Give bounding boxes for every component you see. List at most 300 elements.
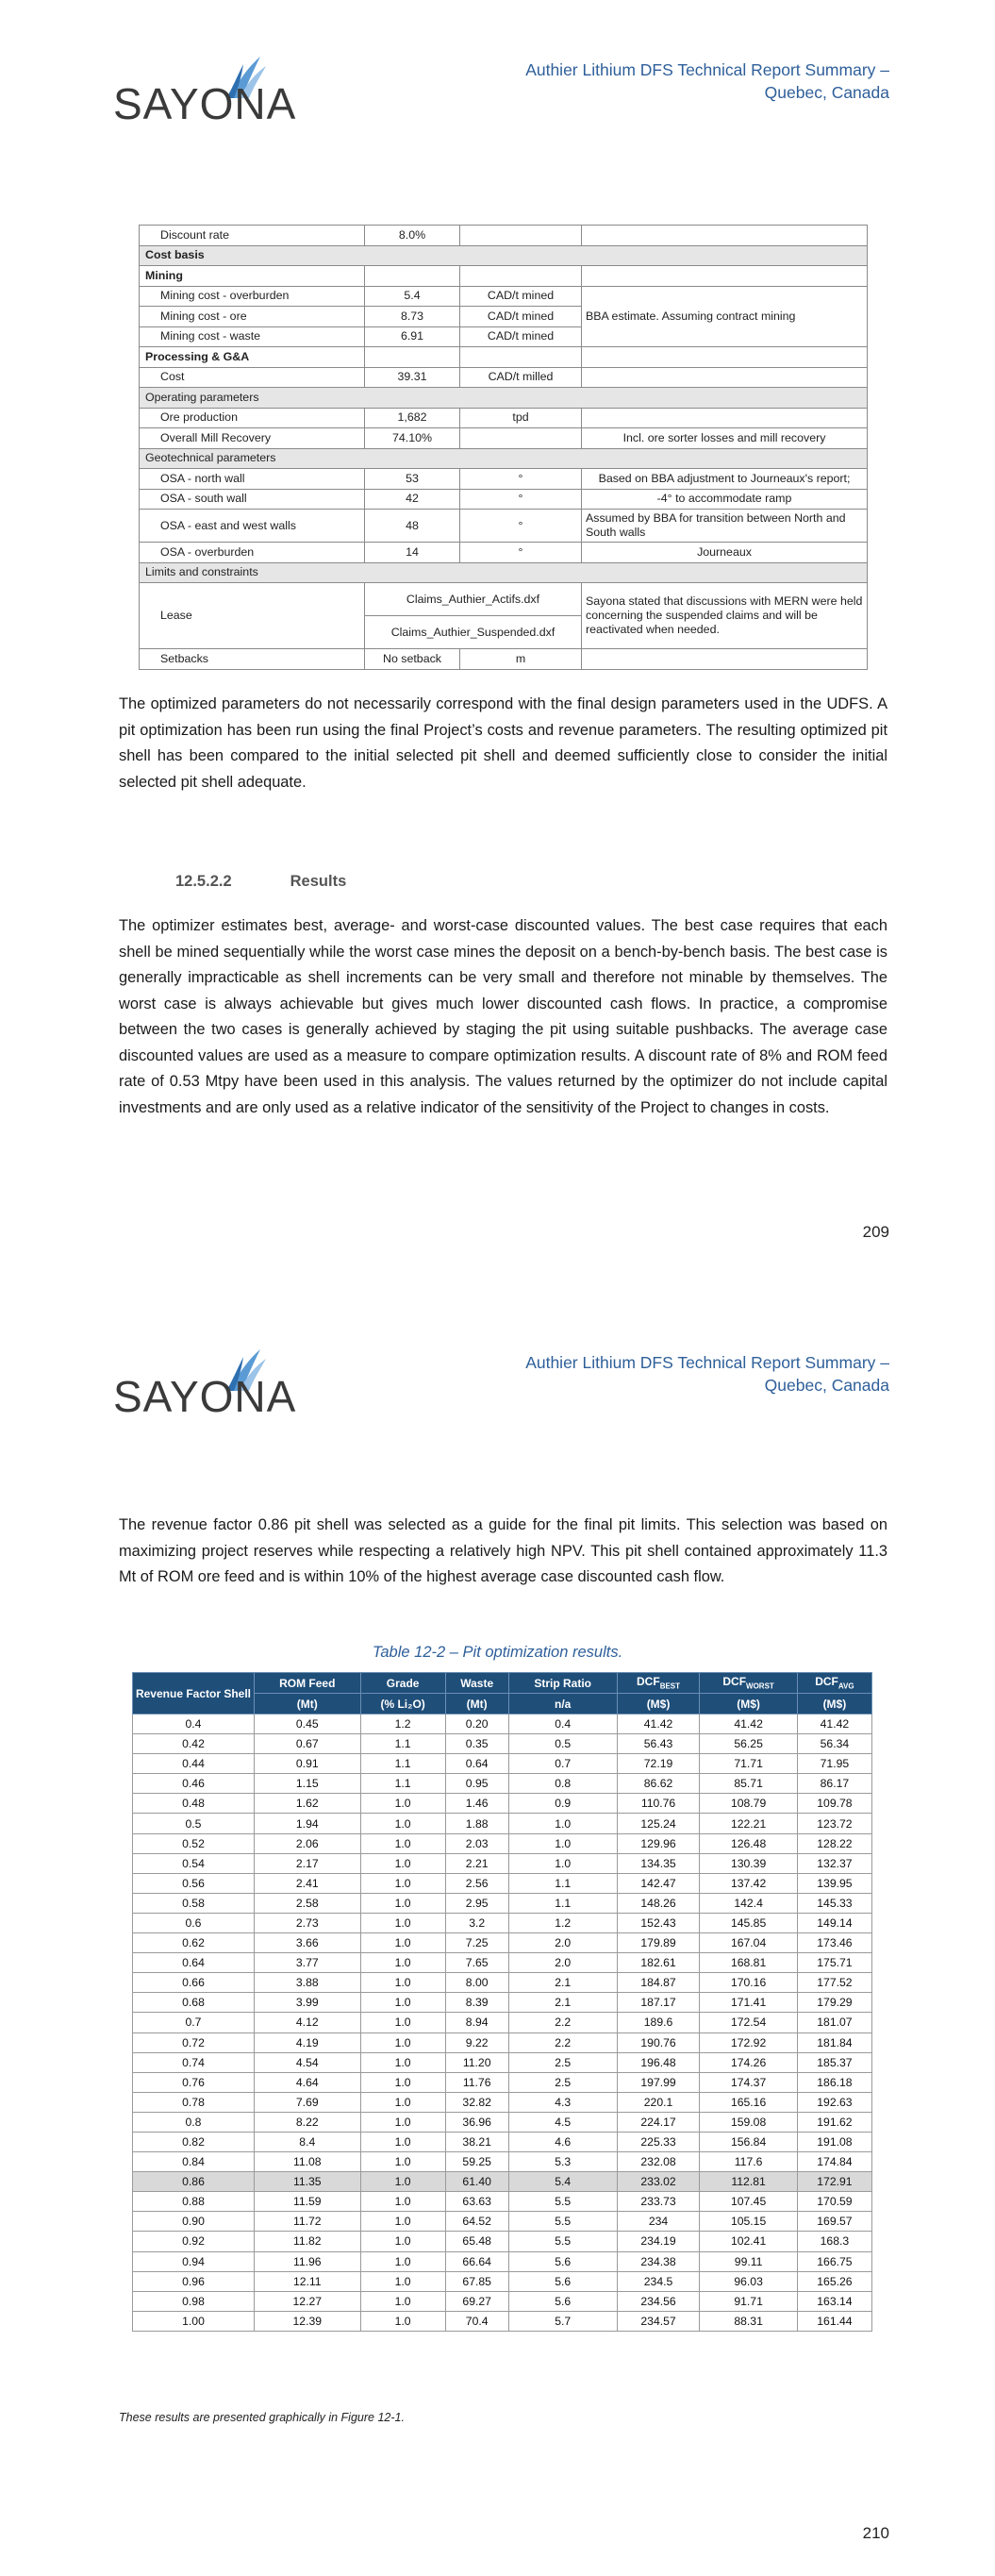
page-number: 210 <box>862 2524 889 2542</box>
table-cell: 184.87 <box>617 1973 700 1993</box>
table-row <box>133 1814 872 1833</box>
table-header-row <box>133 1673 872 1694</box>
table-cell: 134.35 <box>617 1853 700 1873</box>
table-cell: 56.25 <box>700 1734 797 1754</box>
table-cell: 1.0 <box>360 1794 445 1814</box>
table-cell: 0.4 <box>133 1715 255 1734</box>
header-title-line1: Authier Lithium DFS Technical Report Summary – <box>525 60 889 79</box>
table-cell: 1.0 <box>360 2092 445 2112</box>
table-cell: 1.0 <box>360 2251 445 2271</box>
table-row <box>133 1873 872 1893</box>
table-cell: 2.0 <box>508 1953 617 1973</box>
table-row <box>133 2013 872 2032</box>
table-cell: 108.79 <box>700 1794 797 1814</box>
table-row: Discount rate 8.0% <box>140 226 868 246</box>
table-cell: 190.76 <box>617 2032 700 2052</box>
paragraph-optimizer-results: The optimizer estimates best, average- and worst-case discounted values. The best case requires that each shell be mined sequentially while the worst case mines the deposit on a bench-by-bench basis. The best case is generally impracticable as shell increments can be very small and therefore not minable by themselves. The worst case is always achievable but gives much lower discounted cash flows. In practice, a compromise between the two cases is generally achieved by staging the pit using suitable pushbacks. The average case discounted values are used as a measure to compare optimization results. A discount rate of 8% and ROM feed rate of 0.53 Mtpy have been used in this analysis. The values returned by the optimizer do not include capital investments and are only used as a relative indicator of the sensitivity of the Project to changes in costs. <box>119 917 887 1116</box>
table-cell: 2.2 <box>508 2013 617 2032</box>
table-cell: 0.92 <box>133 2232 255 2251</box>
table-cell: 137.42 <box>700 1873 797 1893</box>
table-cell: 3.2 <box>445 1913 508 1932</box>
table-cell: 0.7 <box>508 1754 617 1774</box>
table-row: OSA - east and west walls 48 ° Assumed by BBA for transition between North and South walls <box>140 510 868 543</box>
table-cell: 9.22 <box>445 2032 508 2052</box>
table-cell: 1.0 <box>360 1814 445 1833</box>
table-cell: 0.76 <box>133 2072 255 2092</box>
table-cell: 86.62 <box>617 1774 700 1794</box>
header-title-line2: Quebec, Canada <box>764 83 889 102</box>
table-cell: 2.5 <box>508 2052 617 2072</box>
table-cell: 168.3 <box>797 2232 871 2251</box>
table-cell: 109.78 <box>797 1794 871 1814</box>
table-cell: 225.33 <box>617 2132 700 2151</box>
table-cell: 69.27 <box>445 2291 508 2311</box>
table-cell: 0.9 <box>508 1794 617 1814</box>
table-row <box>133 2212 872 2232</box>
table-cell: 85.71 <box>700 1774 797 1794</box>
table-cell: 96.03 <box>700 2271 797 2291</box>
column-header-dcf-worst: $DCF_{WORST}$ <box>700 1673 797 1694</box>
table-cell: 3.88 <box>255 1973 361 1993</box>
table-cell: 0.45 <box>255 1715 361 1734</box>
column-header-rom: ROM Feed <box>255 1673 361 1694</box>
table-cell: 132.37 <box>797 1853 871 1873</box>
table-cell: 86.17 <box>797 1774 871 1794</box>
table-row: Overall Mill Recovery 74.10% Incl. ore sorter losses and mill recovery <box>140 428 868 449</box>
table-row <box>133 1973 872 1993</box>
table-cell: 2.1 <box>508 1993 617 2013</box>
table-cell: 1.0 <box>360 2172 445 2192</box>
table-cell: 3.66 <box>255 1933 361 1953</box>
table-cell: 175.71 <box>797 1953 871 1973</box>
table-cell: 191.08 <box>797 2132 871 2151</box>
table-cell: 2.21 <box>445 1853 508 1873</box>
table-cell: 11.59 <box>255 2192 361 2212</box>
table-cell: 165.26 <box>797 2271 871 2291</box>
table-cell: 0.8 <box>508 1774 617 1794</box>
table-row <box>133 2112 872 2132</box>
table-cell: 0.6 <box>133 1913 255 1932</box>
table-row: Setbacks No setback m <box>140 649 868 670</box>
table-cell: 0.84 <box>133 2152 255 2172</box>
table-row <box>133 2092 872 2112</box>
table-cell: 0.95 <box>445 1774 508 1794</box>
table-row <box>133 2132 872 2151</box>
report-header-title <box>525 1351 889 1397</box>
table-cell: 8.94 <box>445 2013 508 2032</box>
table-cell: 1.0 <box>360 1953 445 1973</box>
table-cell: 8.00 <box>445 1973 508 1993</box>
table-row <box>133 2052 872 2072</box>
table-cell: 179.29 <box>797 1993 871 2013</box>
table-cell: 4.5 <box>508 2112 617 2132</box>
table-cell: 1.0 <box>360 2152 445 2172</box>
table-cell: 1.94 <box>255 1814 361 1833</box>
section-heading-results <box>175 873 346 891</box>
table-cell: 1.0 <box>360 2192 445 2212</box>
table-cell: 110.76 <box>617 1794 700 1814</box>
table-group-row: Processing & G&A <box>140 347 868 368</box>
table-cell: 1.2 <box>508 1913 617 1932</box>
table-cell: 1.0 <box>508 1833 617 1853</box>
table-cell: 11.20 <box>445 2052 508 2072</box>
table-cell: 0.72 <box>133 2032 255 2052</box>
section-title: Results <box>290 873 347 890</box>
results-table-body <box>133 1715 872 2332</box>
table-cell: 148.26 <box>617 1893 700 1913</box>
table-cell: 1.0 <box>360 1873 445 1893</box>
sayona-logo <box>113 1347 297 1421</box>
table-cell: 7.65 <box>445 1953 508 1973</box>
table-cell: 56.43 <box>617 1734 700 1754</box>
table-row: Lease Claims_Authier_Actifs.dxf Sayona stated that discussions with MERN were held concerning the suspended claims and will be reactivated when needed. <box>140 583 868 616</box>
table-cell: 182.61 <box>617 1953 700 1973</box>
table-cell: 71.71 <box>700 1754 797 1774</box>
table-cell: 11.08 <box>255 2152 361 2172</box>
table-row: Ore production 1,682 tpd <box>140 408 868 428</box>
table-cell: 174.26 <box>700 2052 797 2072</box>
table-cell: 2.17 <box>255 1853 361 1873</box>
table-cell: 0.46 <box>133 1774 255 1794</box>
table-cell: 2.95 <box>445 1893 508 1913</box>
table-cell: 233.73 <box>617 2192 700 2212</box>
table-row <box>133 1715 872 1734</box>
table-group-row: Operating parameters <box>140 388 868 409</box>
table-cell: 1.0 <box>360 2032 445 2052</box>
table-cell: 12.11 <box>255 2271 361 2291</box>
table-note: These results are presented graphically in Figure 12-1. <box>119 2411 405 2424</box>
table-cell: 139.95 <box>797 1873 871 1893</box>
table-row <box>133 1853 872 1873</box>
table-cell: 234.38 <box>617 2251 700 2271</box>
table-cell: 1.0 <box>360 1853 445 1873</box>
table-cell: 99.11 <box>700 2251 797 2271</box>
table-cell: 41.42 <box>617 1715 700 1734</box>
table-row <box>133 1993 872 2013</box>
table-cell: 1.0 <box>360 1893 445 1913</box>
table-cell: 122.21 <box>700 1814 797 1833</box>
table-cell: 0.5 <box>508 1734 617 1754</box>
table-cell: 4.54 <box>255 2052 361 2072</box>
table-cell: 126.48 <box>700 1833 797 1853</box>
table-row <box>133 2291 872 2311</box>
table-cell: 1.1 <box>360 1754 445 1774</box>
table-row <box>133 1953 872 1973</box>
table-cell: 0.7 <box>133 2013 255 2032</box>
table-cell: 0.52 <box>133 1833 255 1853</box>
table-row <box>133 2192 872 2212</box>
table-cell: 41.42 <box>797 1715 871 1734</box>
table-cell: 220.1 <box>617 2092 700 2112</box>
table-cell: 1.1 <box>508 1873 617 1893</box>
table-row <box>133 1833 872 1853</box>
table-cell: 197.99 <box>617 2072 700 2092</box>
table-cell: 1.2 <box>360 1715 445 1734</box>
table-cell: 142.47 <box>617 1873 700 1893</box>
table-cell: 1.0 <box>360 2291 445 2311</box>
table-cell: 0.78 <box>133 2092 255 2112</box>
table-row <box>133 2311 872 2331</box>
table-cell: 11.35 <box>255 2172 361 2192</box>
table-cell: 0.56 <box>133 1873 255 1893</box>
table-cell: 152.43 <box>617 1913 700 1932</box>
table-cell: 2.03 <box>445 1833 508 1853</box>
logo-text: SAYONA <box>113 79 297 128</box>
table-cell: 189.6 <box>617 2013 700 2032</box>
table-cell: 38.21 <box>445 2132 508 2151</box>
table-cell: 165.16 <box>700 2092 797 2112</box>
table-cell: 0.64 <box>133 1953 255 1973</box>
table-cell: 156.84 <box>700 2132 797 2151</box>
section-number: 12.5.2.2 <box>175 873 232 890</box>
table-cell: 5.7 <box>508 2311 617 2331</box>
table-cell: 0.58 <box>133 1893 255 1913</box>
table-cell: 0.88 <box>133 2192 255 2212</box>
table-cell: 1.0 <box>360 1833 445 1853</box>
table-cell: 0.82 <box>133 2132 255 2151</box>
table-row: OSA - south wall 42 ° -4° to accommodate ramp <box>140 489 868 510</box>
table-cell: 0.67 <box>255 1734 361 1754</box>
table-cell: 234.5 <box>617 2271 700 2291</box>
table-cell: 191.62 <box>797 2112 871 2132</box>
table-cell: 161.44 <box>797 2311 871 2331</box>
table-row <box>133 1734 872 1754</box>
table-cell: 2.5 <box>508 2072 617 2092</box>
table-cell: 234.19 <box>617 2232 700 2251</box>
table-cell: 163.14 <box>797 2291 871 2311</box>
table-row: Cost 39.31 CAD/t milled <box>140 367 868 388</box>
table-cell: 0.90 <box>133 2212 255 2232</box>
table-cell: 159.08 <box>700 2112 797 2132</box>
page-number: 209 <box>862 1223 889 1241</box>
table-cell: 8.22 <box>255 2112 361 2132</box>
table-cell: 59.25 <box>445 2152 508 2172</box>
table-cell: 1.0 <box>360 1973 445 1993</box>
table-cell: 56.34 <box>797 1734 871 1754</box>
table-row <box>133 1893 872 1913</box>
table-cell: 1.62 <box>255 1794 361 1814</box>
table-cell: 1.0 <box>508 1853 617 1873</box>
table-cell: 7.25 <box>445 1933 508 1953</box>
table-cell: 1.1 <box>360 1734 445 1754</box>
table-row <box>133 2172 872 2192</box>
table-cell: 1.1 <box>360 1774 445 1794</box>
table-cell: 168.81 <box>700 1953 797 1973</box>
table-cell: 1.0 <box>360 2132 445 2151</box>
table-cell: 179.89 <box>617 1933 700 1953</box>
pit-optimization-results-table <box>132 1672 872 2332</box>
table-cell: 2.1 <box>508 1973 617 1993</box>
table-cell: 123.72 <box>797 1814 871 1833</box>
table-cell: 1.0 <box>360 1933 445 1953</box>
table-cell: 5.6 <box>508 2251 617 2271</box>
table-cell: 61.40 <box>445 2172 508 2192</box>
table-cell: 0.8 <box>133 2112 255 2132</box>
table-cell: 1.15 <box>255 1774 361 1794</box>
table-cell: 186.18 <box>797 2072 871 2092</box>
table-cell: 0.94 <box>133 2251 255 2271</box>
table-cell: 5.6 <box>508 2291 617 2311</box>
paragraph-pit-shell-selection: The revenue factor 0.86 pit shell was selected as a guide for the final pit limits. This selection was based on maximizing project reserves while respecting a relatively high NPV. This pit shell contained approximately 11.3 Mt of ROM ore feed and is within 10% of the highest average case discounted cash flow. <box>119 1516 887 1585</box>
table-cell: 171.41 <box>700 1993 797 2013</box>
table-cell: 1.0 <box>360 1993 445 2013</box>
table-cell: 1.00 <box>133 2311 255 2331</box>
table-cell: 145.85 <box>700 1913 797 1932</box>
table-cell: 71.95 <box>797 1754 871 1774</box>
table-cell: 232.08 <box>617 2152 700 2172</box>
table-cell: 0.42 <box>133 1734 255 1754</box>
table-cell: 192.63 <box>797 2092 871 2112</box>
table-cell: 174.37 <box>700 2072 797 2092</box>
table-cell: 0.91 <box>255 1754 361 1774</box>
table-cell: 4.12 <box>255 2013 361 2032</box>
table-cell: 1.46 <box>445 1794 508 1814</box>
table-cell: 0.20 <box>445 1715 508 1734</box>
table-cell: 1.0 <box>360 2013 445 2032</box>
table-row: OSA - north wall 53 ° Based on BBA adjustment to Journeaux's report; <box>140 469 868 490</box>
table-cell: 172.91 <box>797 2172 871 2192</box>
table-cell: 1.0 <box>360 2212 445 2232</box>
table-cell: 8.39 <box>445 1993 508 2013</box>
table-cell: 145.33 <box>797 1893 871 1913</box>
table-cell: 181.84 <box>797 2032 871 2052</box>
table-cell: 32.82 <box>445 2092 508 2112</box>
table-cell: 5.6 <box>508 2271 617 2291</box>
optimization-parameters-table <box>139 225 868 670</box>
table-group-row: Limits and constraints <box>140 562 868 583</box>
column-header-strip: Strip Ratio <box>508 1673 617 1694</box>
table-cell: 181.07 <box>797 2013 871 2032</box>
table-cell: 172.54 <box>700 2013 797 2032</box>
table-row: Claims_Authier_Suspended.dxf <box>140 616 868 649</box>
table-cell: 196.48 <box>617 2052 700 2072</box>
column-header-waste: Waste <box>445 1673 508 1694</box>
table-cell: 105.15 <box>700 2212 797 2232</box>
table-cell: 173.46 <box>797 1933 871 1953</box>
table-cell: 0.48 <box>133 1794 255 1814</box>
table-cell: 1.0 <box>360 2311 445 2331</box>
table-cell: 107.45 <box>700 2192 797 2212</box>
table-cell: 167.04 <box>700 1933 797 1953</box>
table-row <box>133 1913 872 1932</box>
header-title-line1: Authier Lithium DFS Technical Report Summary – <box>525 1353 889 1372</box>
table-cell: 64.52 <box>445 2212 508 2232</box>
table-row <box>133 2232 872 2251</box>
table-cell: 0.86 <box>133 2172 255 2192</box>
table-cell: 5.5 <box>508 2212 617 2232</box>
table-cell: 2.41 <box>255 1873 361 1893</box>
column-header-dcf-avg: $DCF_{AVG}$ <box>797 1673 871 1694</box>
table-cell: 36.96 <box>445 2112 508 2132</box>
table-cell: 8.4 <box>255 2132 361 2151</box>
table-cell: 1.0 <box>508 1814 617 1833</box>
table-row <box>133 2032 872 2052</box>
table-cell: 0.74 <box>133 2052 255 2072</box>
table-cell: 0.4 <box>508 1715 617 1734</box>
table-row: Mining cost - ore 8.73 CAD/t mined <box>140 307 868 327</box>
table-row: OSA - overburden 14 ° Journeaux <box>140 543 868 563</box>
table-cell: 7.69 <box>255 2092 361 2112</box>
table-row <box>133 2251 872 2271</box>
sayona-logo <box>113 55 297 128</box>
table-row <box>133 2152 872 2172</box>
table-cell: 187.17 <box>617 1993 700 2013</box>
table-cell: 11.96 <box>255 2251 361 2271</box>
table-cell: 1.0 <box>360 2112 445 2132</box>
table-cell: 0.98 <box>133 2291 255 2311</box>
table-cell: 5.3 <box>508 2152 617 2172</box>
table-cell: 234.57 <box>617 2311 700 2331</box>
table-cell: 0.54 <box>133 1853 255 1873</box>
table-cell: 0.68 <box>133 1993 255 2013</box>
table-cell: 3.77 <box>255 1953 361 1973</box>
table-cell: 4.19 <box>255 2032 361 2052</box>
table-cell: 4.3 <box>508 2092 617 2112</box>
table-cell: 12.39 <box>255 2311 361 2331</box>
table-group-row: Cost basis <box>140 245 868 266</box>
table-cell: 117.6 <box>700 2152 797 2172</box>
table-cell: 4.64 <box>255 2072 361 2092</box>
table-caption: Table 12-2 – Pit optimization results. <box>372 1644 623 1661</box>
table-cell: 234.56 <box>617 2291 700 2311</box>
table-cell: 169.57 <box>797 2212 871 2232</box>
paragraph-optimized-parameters: The optimized parameters do not necessarily correspond with the final design parameters used in the UDFS. A pit optimization has been run using the final Project’s costs and revenue parameters. The resulting optimized pit shell has been compared to the initial selected pit shell and deemed sufficiently close to consider the initial selected pit shell adequate. <box>119 695 887 791</box>
table-row <box>133 2271 872 2291</box>
table-cell: 0.35 <box>445 1734 508 1754</box>
table-cell: 0.5 <box>133 1814 255 1833</box>
header-title-line2: Quebec, Canada <box>764 1376 889 1395</box>
table-cell: 170.59 <box>797 2192 871 2212</box>
table-cell: 11.76 <box>445 2072 508 2092</box>
table-cell: 2.06 <box>255 1833 361 1853</box>
table-cell: 2.58 <box>255 1893 361 1913</box>
table-cell: 4.6 <box>508 2132 617 2151</box>
column-header-shell: Revenue Factor Shell <box>133 1673 255 1715</box>
table-cell: 149.14 <box>797 1913 871 1932</box>
table-cell: 1.1 <box>508 1893 617 1913</box>
table-cell: 65.48 <box>445 2232 508 2251</box>
table-cell: 166.75 <box>797 2251 871 2271</box>
report-header-title <box>525 59 889 104</box>
logo-text: SAYONA <box>113 1372 297 1421</box>
table-cell: 67.85 <box>445 2271 508 2291</box>
table-cell: 170.16 <box>700 1973 797 1993</box>
table-cell: 1.0 <box>360 2052 445 2072</box>
table-cell: 1.0 <box>360 2072 445 2092</box>
column-header-grade: Grade <box>360 1673 445 1694</box>
table-units-row: (Mt) (% Li₂O) (Mt) n/a (M$) (M$) (M$) <box>133 1694 872 1715</box>
column-header-dcf-best: $DCF_{BEST}$ <box>617 1673 700 1694</box>
table-cell: 72.19 <box>617 1754 700 1774</box>
table-cell: 224.17 <box>617 2112 700 2132</box>
table-cell: 63.63 <box>445 2192 508 2212</box>
table-cell: 185.37 <box>797 2052 871 2072</box>
table-cell: 88.31 <box>700 2311 797 2331</box>
table-cell: 2.56 <box>445 1873 508 1893</box>
table-cell: 125.24 <box>617 1814 700 1833</box>
table-cell: 130.39 <box>700 1853 797 1873</box>
table-cell: 172.92 <box>700 2032 797 2052</box>
table-cell: 2.2 <box>508 2032 617 2052</box>
table-row <box>133 1794 872 1814</box>
table-cell: 0.64 <box>445 1754 508 1774</box>
table-cell: 0.96 <box>133 2271 255 2291</box>
table-cell: 2.73 <box>255 1913 361 1932</box>
table-cell: 233.02 <box>617 2172 700 2192</box>
table-row <box>133 1754 872 1774</box>
table-cell: 1.0 <box>360 1913 445 1932</box>
table-row: Mining cost - overburden 5.4 CAD/t mined BBA estimate. Assuming contract mining <box>140 286 868 307</box>
